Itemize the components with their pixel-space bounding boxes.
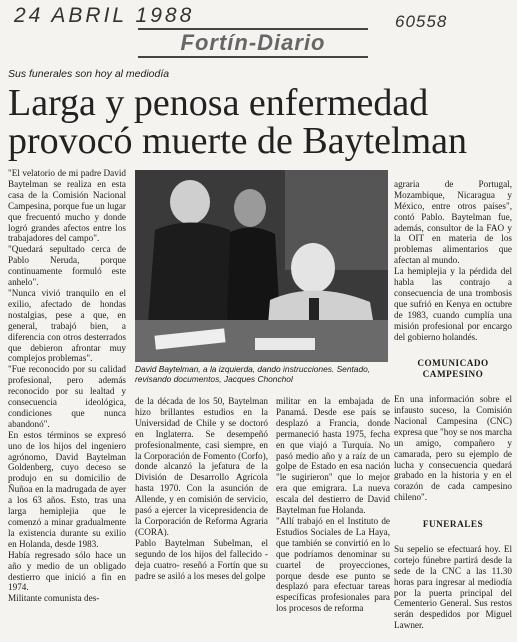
photo-caption: David Baytelman, a la izquierda, dando instrucciones. Sentado, revisando documentos, Jacques Chonchol [135,364,371,384]
headline: Larga y penosa enfermedad provocó muerte de Baytelman [8,82,468,162]
article-column-2: de la década de los 50, Baytelman hizo brillantes estudios en la Universidad de Chile y se doctoró en Inglaterra. Se desempeñó profesionalmente, casi siempre, en la Corporación de Fomento (Corfo), donde alcanzó la jefatura de la División de Desarrollo Agrícola hasta 1970. Con la asunción de Allende, y en comisión de servicio, pasó a ejercer la vicepresidencia de la Corporación de Reforma Agraria (CORA). Pablo Baytelman Subelman, el segundo de los hijos del fallecido -deja cuatro- reseñó a Fortín que su padre se asiló a los meses del golpe [135,396,268,581]
column-4-text-b: En una información sobre el infausto suceso, la Comisión Nacional Campesina (CNC) expresa que "hoy se nos marcha un amigo, compañero y camarada, pero su ejemplo de lucha y consecuencia quedará grabado en la historia y en el corazón de cada campesino chileno". [394,394,512,503]
kicker: Sus funerales son hoy al mediodía [8,68,170,80]
column-4-text-c: Su sepelio se efectuará hoy. El cortejo fúnebre partirá desde la sede de la CNC a las 11.30 horas para ingresar al mediodía por la puerta principal del Cementerio General. Sus restos serán despedidos por Miguel Lawner. [394,543,512,631]
subheading-comunicado: COMUNICADO CAMPESINO [417,358,489,380]
handwritten-date: 24 ABRIL 1988 [14,4,195,27]
article-column-4 [394,168,512,642]
news-photo [135,170,388,362]
subheading-funerales: FUNERALES [422,519,484,530]
newspaper-masthead: Fortín-Diario [138,28,368,58]
article-column-1: "El velatorio de mi padre David Baytelman se realiza en esta casa de la Comisión Nacional Campesina, porque fue un lugar que frecuentó mucho y donde logró grandes afectos entre los trabajadores del campo". "Quedará sepultado cerca de Pablo Neruda, porque continuamente formuló este anhelo". "Nunca vivió tranquilo en el exilio, afectado de hondas nostalgias, pese a que, en general, trabajó bien, a diferencia con otros desterrados que debieron afrontar muy complejos problemas". "Fue reconocido por su calidad profesional, pero además reconocido por su lealtad y consecuencia ideológica, condiciones que nunca abandonó". En estos términos se expresó uno de los hijos del ingeniero agrónomo, David Baytelman Goldenberg, cuyo deceso se produjo en su domicilio de Ñuñoa en la madrugada de ayer a los 63 años. Esto, tras una larga hemiplejia que le comenzó a minar gradualmente la existencia durante su exilio en Holanda, desde 1983. Había regresado sólo hace un año y medio de un obligado destierro que inició a fin en 1974. Militante comunista des- [8,168,126,604]
article-column-3: militar en la embajada de Panamá. Desde ese país se desplazó a Francia, donde permaneció hasta 1975, fecha en que viajó a Turquía. No pasó medio año y a raíz de un golpe de Estado en esa nación "le sugirieron" que lo mejor era que emigrara. La nueva escala del destierro de David Baytelman fue Holanda. "Allí trabajó en el Instituto de Estudios Sociales de La Haya, que también se convirtió en lo que podríamos denominar su cuartel de proyecciones, porque desde ese punto se desplazó para efectuar tareas específicas profesionales para los procesos de reforma [276,396,390,614]
column-4-text-a: agraria de Portugal, Mozambique, Nicaragua y México, entre otros países", contó Pablo. Baytelman fue, además, consultor de la FAO y la OIT en materia de los problemas alimentarios que afectan al mundo. La hemiplejia y la pérdida del habla las contrajo a consecuencia de una trombosis que sufrió en Kenya en octubre de 1983, cuando cumplía una misión profesional por encargo del gobierno holandés. [394,178,512,342]
photo-illustration [135,170,388,362]
handwritten-archive-code: 60558 [395,12,448,31]
